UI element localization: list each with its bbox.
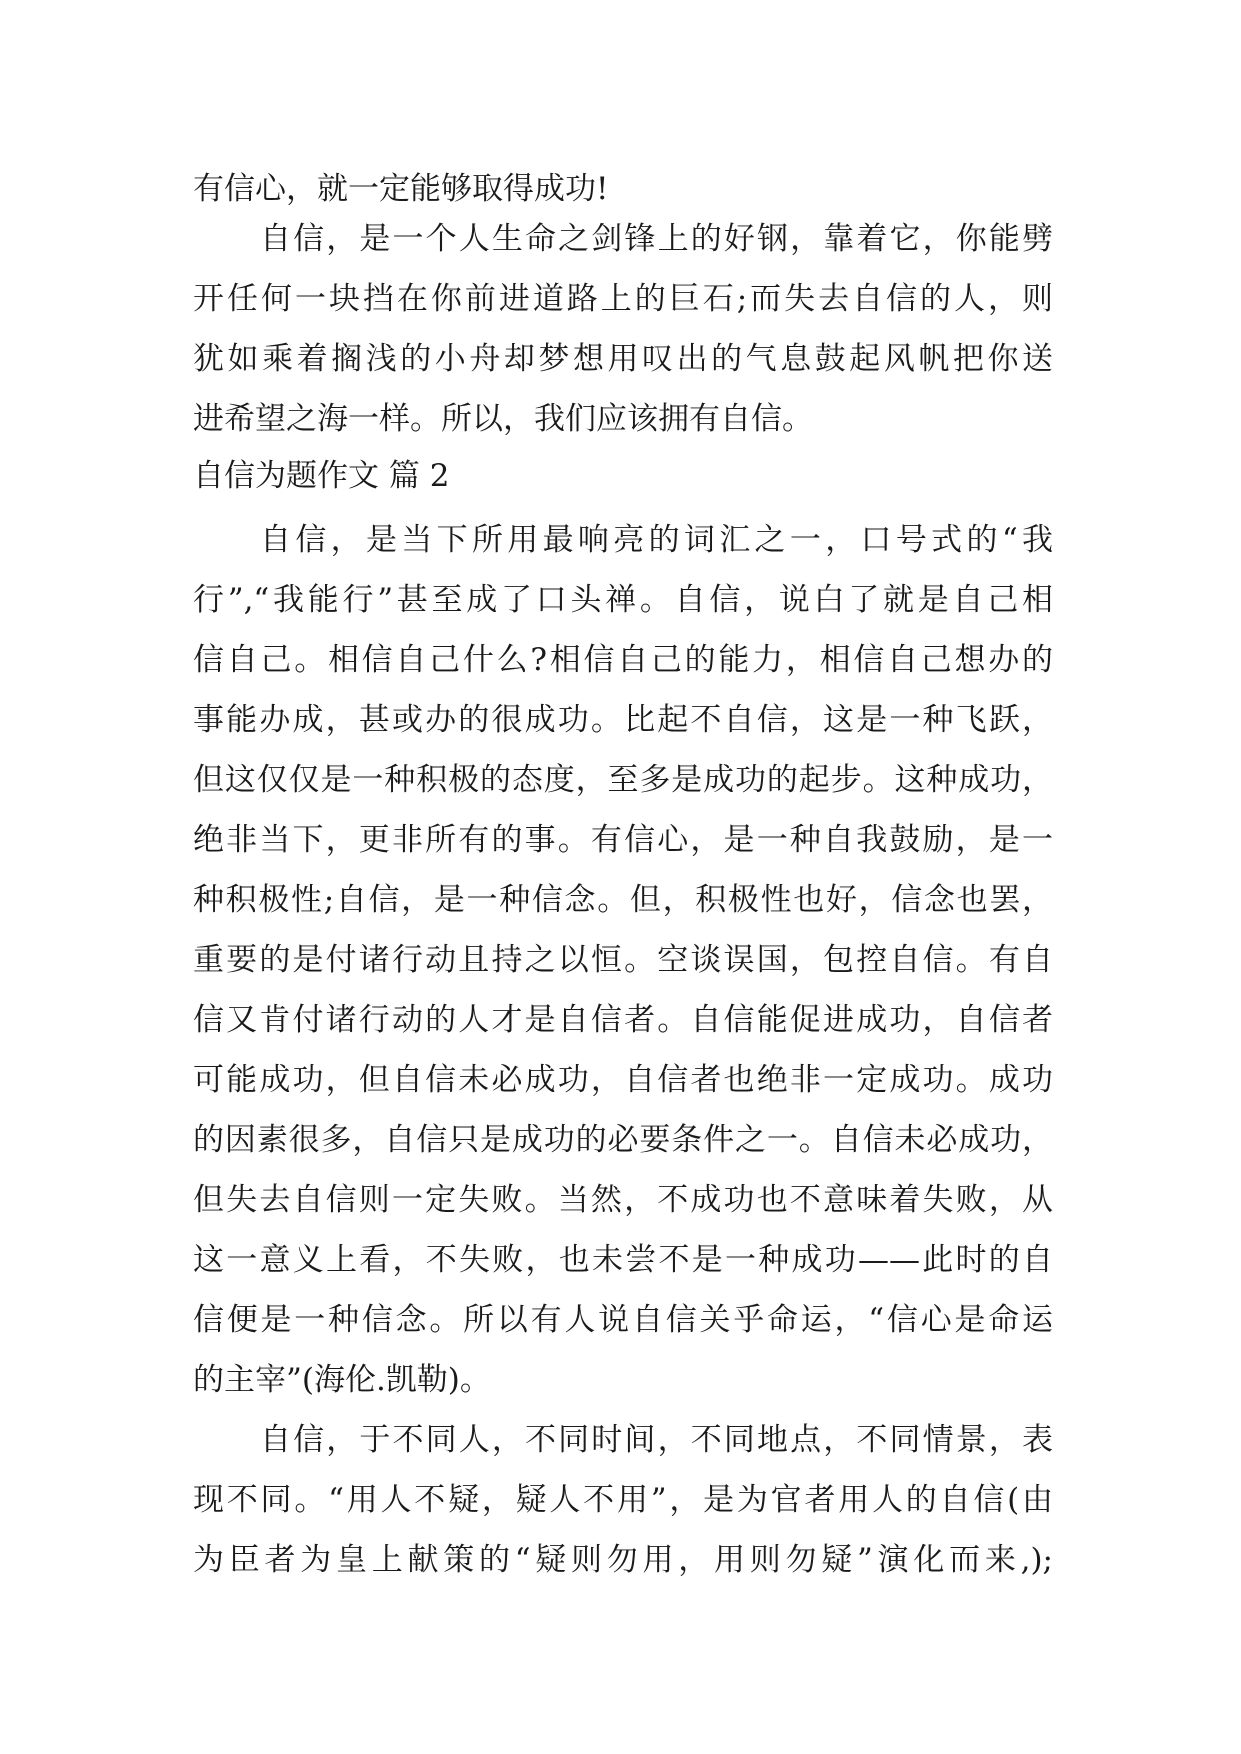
- paragraph-2-line-9: 信又肯付诸行动的人才是自信者。自信能促进成功，自信者: [193, 1002, 1053, 1038]
- paragraph-2-line-14: 信便是一种信念。所以有人说自信关乎命运，“信心是命运: [193, 1302, 1053, 1338]
- paragraph-2-line-5: 但这仅仅是一种积极的态度，至多是成功的起步。这种成功，: [193, 762, 1053, 798]
- paragraph-2-line-7: 种积极性;自信，是一种信念。但，积极性也好，信念也罢，: [193, 882, 1053, 918]
- paragraph-1-line-1: 自信，是一个人生命之剑锋上的好钢，靠着它，你能劈: [260, 221, 1053, 257]
- paragraph-2-line-12: 但失去自信则一定失败。当然，不成功也不意味着失败，从: [193, 1182, 1053, 1218]
- paragraph-2-line-4: 事能办成，甚或办的很成功。比起不自信，这是一种飞跃，: [193, 702, 1053, 738]
- section-title: 自信为题作文 篇 2: [193, 458, 450, 494]
- paragraph-3-line-2: 现不同。“用人不疑，疑人不用”，是为官者用人的自信(由: [193, 1482, 1053, 1518]
- opening-line: 有信心，就一定能够取得成功!: [193, 171, 609, 207]
- paragraph-1-line-3: 犹如乘着搁浅的小舟却梦想用叹出的气息鼓起风帆把你送: [193, 341, 1053, 377]
- paragraph-2-line-3: 信自己。相信自己什么?相信自己的能力，相信自己想办的: [193, 642, 1053, 678]
- paragraph-1-line-4: 进希望之海一样。所以，我们应该拥有自信。: [193, 401, 813, 437]
- paragraph-2-line-13: 这一意义上看，不失败，也未尝不是一种成功——此时的自: [193, 1242, 1053, 1278]
- paragraph-2-line-11: 的因素很多，自信只是成功的必要条件之一。自信未必成功，: [193, 1122, 1053, 1158]
- paragraph-2-line-8: 重要的是付诸行动且持之以恒。空谈误国，包控自信。有自: [193, 942, 1053, 978]
- paragraph-2-line-6: 绝非当下，更非所有的事。有信心，是一种自我鼓励，是一: [193, 822, 1053, 858]
- paragraph-2-line-1: 自信，是当下所用最响亮的词汇之一，口号式的“我: [260, 522, 1053, 558]
- paragraph-1-line-2: 开任何一块挡在你前进道路上的巨石;而失去自信的人，则: [193, 281, 1053, 317]
- paragraph-3-line-3: 为臣者为皇上献策的“疑则勿用，用则勿疑”演化而来,);: [193, 1542, 1053, 1578]
- paragraph-2-line-10: 可能成功，但自信未必成功，自信者也绝非一定成功。成功: [193, 1062, 1053, 1098]
- paragraph-2-line-2: 行”,“我能行”甚至成了口头禅。自信，说白了就是自己相: [193, 582, 1053, 618]
- paragraph-2-line-15: 的主宰”(海伦.凯勒)。: [193, 1362, 491, 1398]
- paragraph-3-line-1: 自信，于不同人，不同时间，不同地点，不同情景，表: [260, 1422, 1053, 1458]
